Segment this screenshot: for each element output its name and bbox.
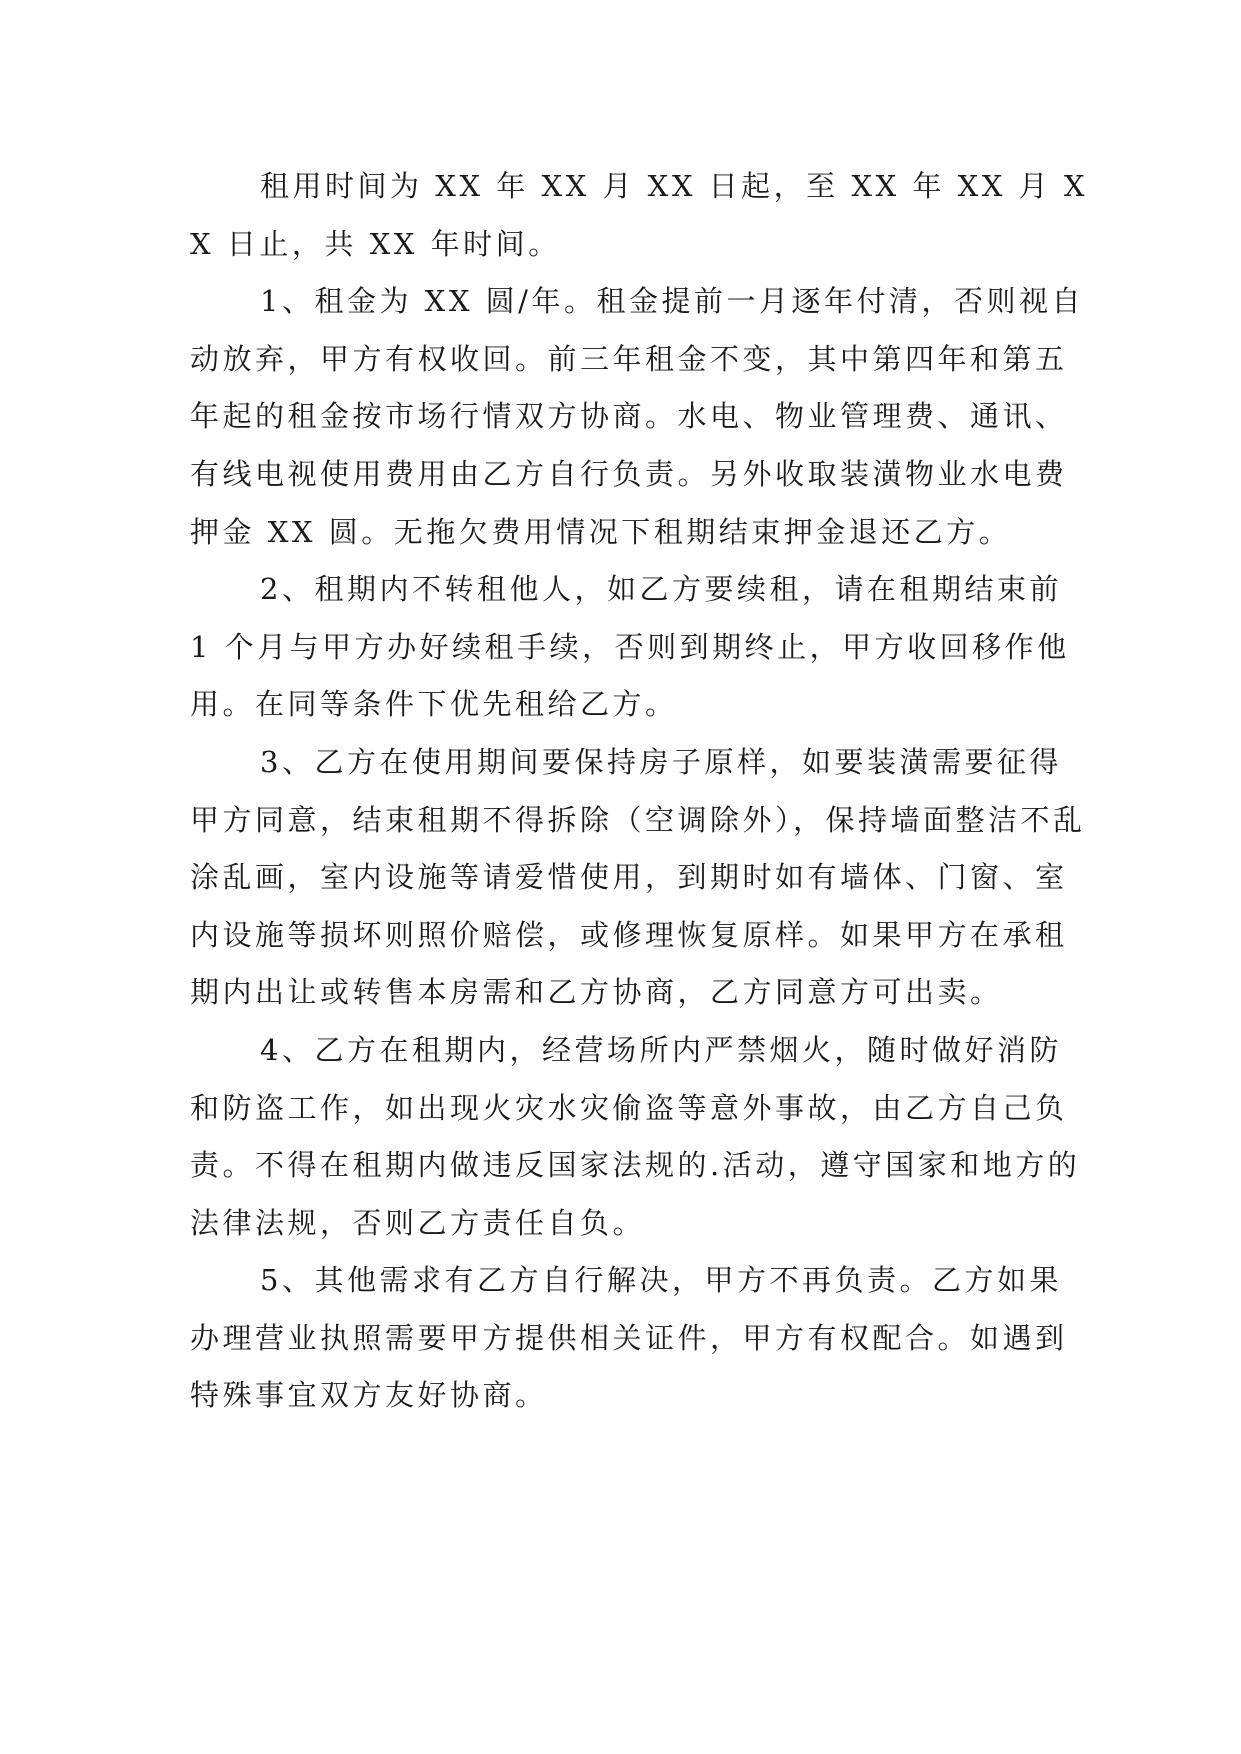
paragraph-clause-1-rent: 1、租金为 XX 圆/年。租金提前一月逐年付清，否则视自动放弃，甲方有权收回。前三年租金不变，其中第四年和第五年起的租金按市场行情双方协商。水电、物业管理费、通讯、有线电视使用费用由乙方自行负责。另外收取装潢物业水电费押金 XX 圆。无拖欠费用情况下租期结束押金退还乙方。 bbox=[190, 284, 1084, 549]
paragraph-clause-4-safety: 4、乙方在租期内，经营场所内严禁烟火，随时做好消防和防盗工作，如出现火灾水灾偷盗等意外事故，由乙方自己负责。不得在租期内做违反国家法规的.活动，遵守国家和地方的法律法规，否则乙方责任自负。 bbox=[190, 1032, 1081, 1240]
document-body bbox=[190, 158, 1090, 1425]
paragraph-clause-2-sublet: 2、租期内不转租他人，如乙方要续租，请在租期结束前 1 个月与甲方办好续租手续，否则到期终止，甲方收回移作他用。在同等条件下优先租给乙方。 bbox=[190, 572, 1075, 722]
paragraph-clause-5-other: 5、其他需求有乙方自行解决，甲方不再负责。乙方如果办理营业执照需要甲方提供相关证件，甲方有权配合。如遇到特殊事宜双方友好协商。 bbox=[190, 1263, 1068, 1413]
paragraph-rental-period: 租用时间为 XX 年 XX 月 XX 日起，至 XX 年 XX 月 XX 日止，共 XX 年时间。 bbox=[190, 169, 1089, 261]
paragraph-clause-3-maintenance: 3、乙方在使用期间要保持房子原样，如要装潢需要征得甲方同意，结束租期不得拆除（空调除外），保持墙面整洁不乱涂乱画，室内设施等请爱惜使用，到期时如有墙体、门窗、室内设施等损坏则照价赔偿，或修理恢复原样。如果甲方在承租期内出让或转售本房需和乙方协商，乙方同意方可出卖。 bbox=[190, 744, 1086, 1010]
